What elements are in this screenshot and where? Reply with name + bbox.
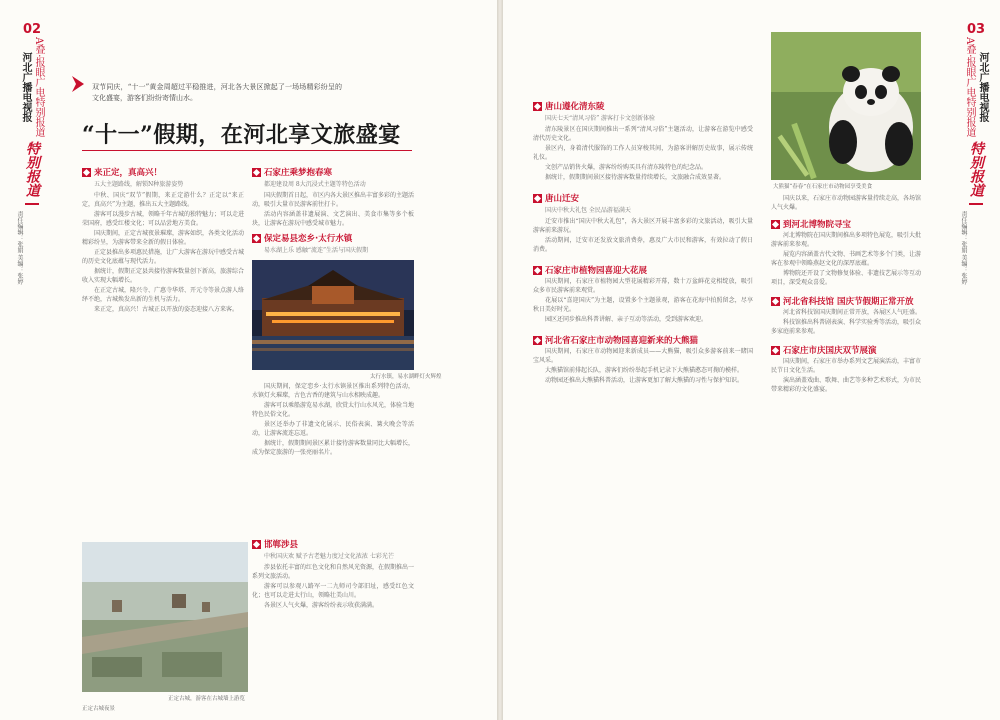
right-sidebar bbox=[771, 194, 921, 395]
section-title: 到河北博物院寻宝 bbox=[783, 220, 852, 230]
left-page-number: 02 bbox=[22, 22, 42, 37]
old-city-photo bbox=[82, 542, 248, 692]
panda-illustration bbox=[771, 32, 921, 180]
paragraph: 在正定古城，隆兴寺、广惠寺华塔、开元寺等景点游人络绎不绝，古城焕发出新的生机与活力。 bbox=[82, 287, 245, 303]
right-page bbox=[503, 0, 1000, 720]
left-masthead-logo: 特别报道 bbox=[24, 141, 40, 198]
photo-caption: 正定古城夜景 bbox=[82, 706, 116, 712]
intro-block bbox=[92, 82, 342, 105]
paragraph: 国庆期间，保定恋乡·太行水镇景区推出系列特色活动，水镇灯火璀璨，古色古香的建筑与山水相映成趣。 bbox=[252, 383, 414, 399]
section-subtitle: 易水湖上乐 感触“流连”生活与国庆假期 bbox=[264, 247, 369, 254]
paragraph: 国庆以来，石家庄市动物园游客量持续走高，各场馆人气火爆。 bbox=[771, 195, 922, 211]
paragraph: 园区还同步推出科普讲解、亲子互动等活动，受到游客欢迎。 bbox=[545, 316, 708, 323]
photo-caption: 正定古城，游客在古城墙上游览 bbox=[168, 696, 246, 702]
paragraph: 游客可以乘船游览易水湖，欣赏太行山水风光，体验当地特色民俗文化。 bbox=[252, 402, 415, 418]
paragraph: 动物园还推出大熊猫科普活动，让游客更加了解大熊猫的习性与保护知识。 bbox=[545, 377, 744, 384]
paragraph: 科技馆推出科普剧表演、科学实验秀等活动，吸引众多家庭前来参观。 bbox=[771, 319, 922, 335]
paragraph: 据统计，假期正定县共接待游客数量创下新高，旅游综合收入实现大幅增长。 bbox=[82, 268, 245, 284]
paragraph: 河北博物院在国庆期间推出多项特色展览，吸引大批游客前来参观。 bbox=[771, 232, 922, 248]
section-title: 来正定，真高兴！ bbox=[94, 168, 163, 178]
section-title: 河北省科技馆 国庆节假期正常开放 bbox=[783, 297, 914, 307]
water-town-illustration bbox=[252, 260, 414, 370]
intro-text: 双节同庆，“十一”黄金周超过平稳推进，河北各大景区掀起了一场场精彩纷呈的文化盛宴，游客们纷纷寄情山水。 bbox=[92, 83, 342, 102]
left-paper-name: 河北广播电视报 bbox=[20, 52, 31, 123]
arrow-icon bbox=[72, 76, 84, 92]
section-title: 邯郸涉县 bbox=[264, 540, 299, 550]
water-town-photo bbox=[252, 260, 414, 370]
paragraph: 景区内，身着清代服饰的工作人员穿梭其间，为游客讲解历史故事，展示传统礼仪。 bbox=[533, 145, 753, 161]
photo-caption: 太行水镇，易水湖畔灯火辉煌 bbox=[370, 374, 442, 380]
paragraph: 活动期间，迁安市还发放文旅消费券，惠及广大市民和游客，有效拉动了假日消费。 bbox=[533, 237, 753, 253]
section-flag-icon bbox=[533, 266, 542, 275]
paragraph: 博物院还开设了文物修复体验、非遗技艺展示等互动项目，深受观众喜爱。 bbox=[771, 270, 922, 286]
paragraph: 国庆期间，正定古城夜景璀璨，游客如织，各类文化活动精彩纷呈，为游客带来全新的假日体验。 bbox=[82, 230, 245, 246]
section-shexian bbox=[252, 534, 414, 611]
right-paper-name: 河北广播电视报 bbox=[977, 52, 988, 123]
section-flag-icon bbox=[533, 102, 542, 111]
left-masthead bbox=[16, 22, 48, 285]
section-flag-icon bbox=[771, 220, 780, 229]
paragraph: 景区还举办了非遗文化展示、民俗表演、篝火晚会等活动，让游客流连忘返。 bbox=[252, 421, 414, 437]
section-subtitle: 国庆七天“清风习俗” 游客打卡文创新体验 bbox=[545, 115, 656, 122]
section-title: 保定易县恋乡·太行水镇 bbox=[264, 234, 353, 244]
right-column-name: A叠·报眼广电特别报道 bbox=[964, 37, 975, 138]
left-column-name: A叠·报眼广电特别报道 bbox=[33, 37, 44, 138]
left-page bbox=[0, 0, 497, 720]
section-subtitle: 都迎建设周 8大沉浸式主题等特色活动 bbox=[264, 181, 366, 188]
paragraph: 国庆期间，石家庄市动物园迎来新成员——大熊猫，吸引众多游客前来一睹国宝风采。 bbox=[533, 348, 753, 364]
section-title: 石家庄市植物园喜迎大花展 bbox=[545, 266, 648, 276]
paragraph: 迁安市推出“国庆中秋大礼包”，各大景区开展丰富多彩的文旅活动，吸引大量游客前来游玩。 bbox=[533, 218, 753, 234]
section-flag-icon bbox=[533, 336, 542, 345]
paragraph: 花展以“喜迎国庆”为主题，设置多个主题景观，游客在花海中拍照留念，尽享秋日美好时光。 bbox=[533, 297, 753, 313]
section-flag-icon bbox=[771, 297, 780, 306]
paragraph: 中秋、国庆“双节”假期，来正定游什么？正定以“来正定，真高兴”为主题，推出五大主题路线。 bbox=[82, 192, 244, 208]
section-flag-icon bbox=[252, 168, 261, 177]
paragraph: 国庆期间，石家庄市植物园大型花展精彩开幕，数十万盆鲜花竞相绽放，吸引众多市民游客前来观赏。 bbox=[533, 278, 753, 294]
section-baoding bbox=[252, 228, 414, 257]
paragraph: 涉县依托丰富的红色文化和自然风光资源，在假期推出一系列文旅活动。 bbox=[252, 564, 415, 580]
right-editor-credit: 责任编辑：张娟 美编：张婷 bbox=[960, 211, 967, 286]
paragraph: 据统计，假期期间景区累计接待游客数量同比大幅增长，成为保定旅游的一张亮丽名片。 bbox=[252, 440, 415, 456]
paragraph: 展览内容涵盖古代文物、书画艺术等多个门类，让游客在参观中领略燕赵文化的深厚底蕴。 bbox=[771, 251, 922, 267]
section-subtitle: 国庆中秋大礼包 全民品游福满天 bbox=[545, 207, 631, 214]
paragraph: 游客可以参观八路军一二九师司令部旧址，感受红色文化；也可以走进太行山，领略壮美山川。 bbox=[252, 583, 414, 599]
right-masthead-logo: 特别报道 bbox=[968, 141, 984, 198]
photo-caption: 大熊猫“春春”在石家庄市动物园享受美食 bbox=[773, 184, 873, 190]
paragraph: 游客可以漫步古城，领略千年古城的独特魅力；可以走进荣国府，感受红楼文化；可以品尝地方美食。 bbox=[82, 211, 245, 227]
section-subtitle: 中秋国庆欢 赋予古老魅力度过文化浓浓 七彩光芒 bbox=[264, 553, 394, 560]
paragraph: 大熊猫馆前排起长队，游客们纷纷举起手机记录下大熊猫憨态可掬的模样。 bbox=[545, 367, 744, 374]
paragraph: 正定县推出多项惠民措施，让广大游客在游玩中感受古城的历史文化底蕴与现代活力。 bbox=[82, 249, 245, 265]
section-title: 河北省石家庄市动物园喜迎新来的大熊猫 bbox=[545, 336, 699, 346]
old-city-illustration bbox=[82, 542, 248, 692]
section-flag-icon bbox=[252, 234, 261, 243]
section-title: 唐山迁安 bbox=[545, 194, 580, 204]
headline-rule bbox=[82, 150, 412, 151]
section-title: 唐山遵化清东陵 bbox=[545, 102, 605, 112]
paragraph: 活动内容涵盖非遗展演、文艺演出、美食市集等多个板块，让游客在游玩中感受城市魅力。 bbox=[252, 211, 414, 227]
paragraph: 各景区人气火爆，游客纷纷表示收获满满。 bbox=[264, 602, 379, 609]
right-masthead bbox=[960, 22, 992, 285]
left-masthead-divider bbox=[25, 203, 39, 205]
section-shijiazhuang bbox=[252, 162, 414, 229]
section-flag-icon bbox=[771, 346, 780, 355]
section-flag-icon bbox=[533, 194, 542, 203]
right-page-number: 03 bbox=[966, 22, 986, 37]
section-title: 石家庄乘梦抱春寒 bbox=[264, 168, 333, 178]
section-title: 石家庄市庆国庆双节展演 bbox=[783, 346, 877, 356]
paragraph: 清东陵景区在国庆期间推出一系列“清风习俗”主题活动，让游客在游览中感受清代历史文化。 bbox=[533, 126, 753, 142]
paragraph: 据统计，假期期间景区接待游客数量持续增长，文旅融合成效显著。 bbox=[545, 174, 726, 181]
paragraph: 文创产品销售火爆，游客纷纷购买具有清东陵特色的纪念品。 bbox=[545, 164, 708, 171]
section-subtitle: 五大主题路线，解锁N种旅游姿势 bbox=[94, 181, 184, 188]
paragraph: 来正定，真高兴！古城正以开放的姿态迎接八方来客。 bbox=[94, 306, 239, 313]
paragraph: 演出涵盖戏曲、歌舞、曲艺等多种艺术形式，为市民带来精彩的文化盛宴。 bbox=[771, 377, 922, 393]
page-title: “十一”假期，在河北享文旅盛宴 bbox=[82, 122, 401, 148]
section-baoding-body bbox=[252, 382, 414, 458]
panda-photo bbox=[771, 32, 921, 180]
paragraph: 国庆假期首日起，市区内各大景区推出丰富多彩的主题活动，吸引大量市民游客前往打卡。 bbox=[252, 192, 415, 208]
left-editor-credit: 责任编辑：张娟 美编：张婷 bbox=[16, 211, 23, 286]
paragraph: 河北省科技馆国庆期间正常开放，各展区人气旺盛。 bbox=[783, 309, 922, 316]
section-flag-icon bbox=[252, 540, 261, 549]
section-qingdongling bbox=[533, 96, 753, 386]
section-zhengding bbox=[82, 162, 244, 315]
section-flag-icon bbox=[82, 168, 91, 177]
right-masthead-divider bbox=[969, 203, 983, 205]
paragraph: 国庆期间，石家庄市举办系列文艺展演活动，丰富市民节日文化生活。 bbox=[771, 358, 922, 374]
